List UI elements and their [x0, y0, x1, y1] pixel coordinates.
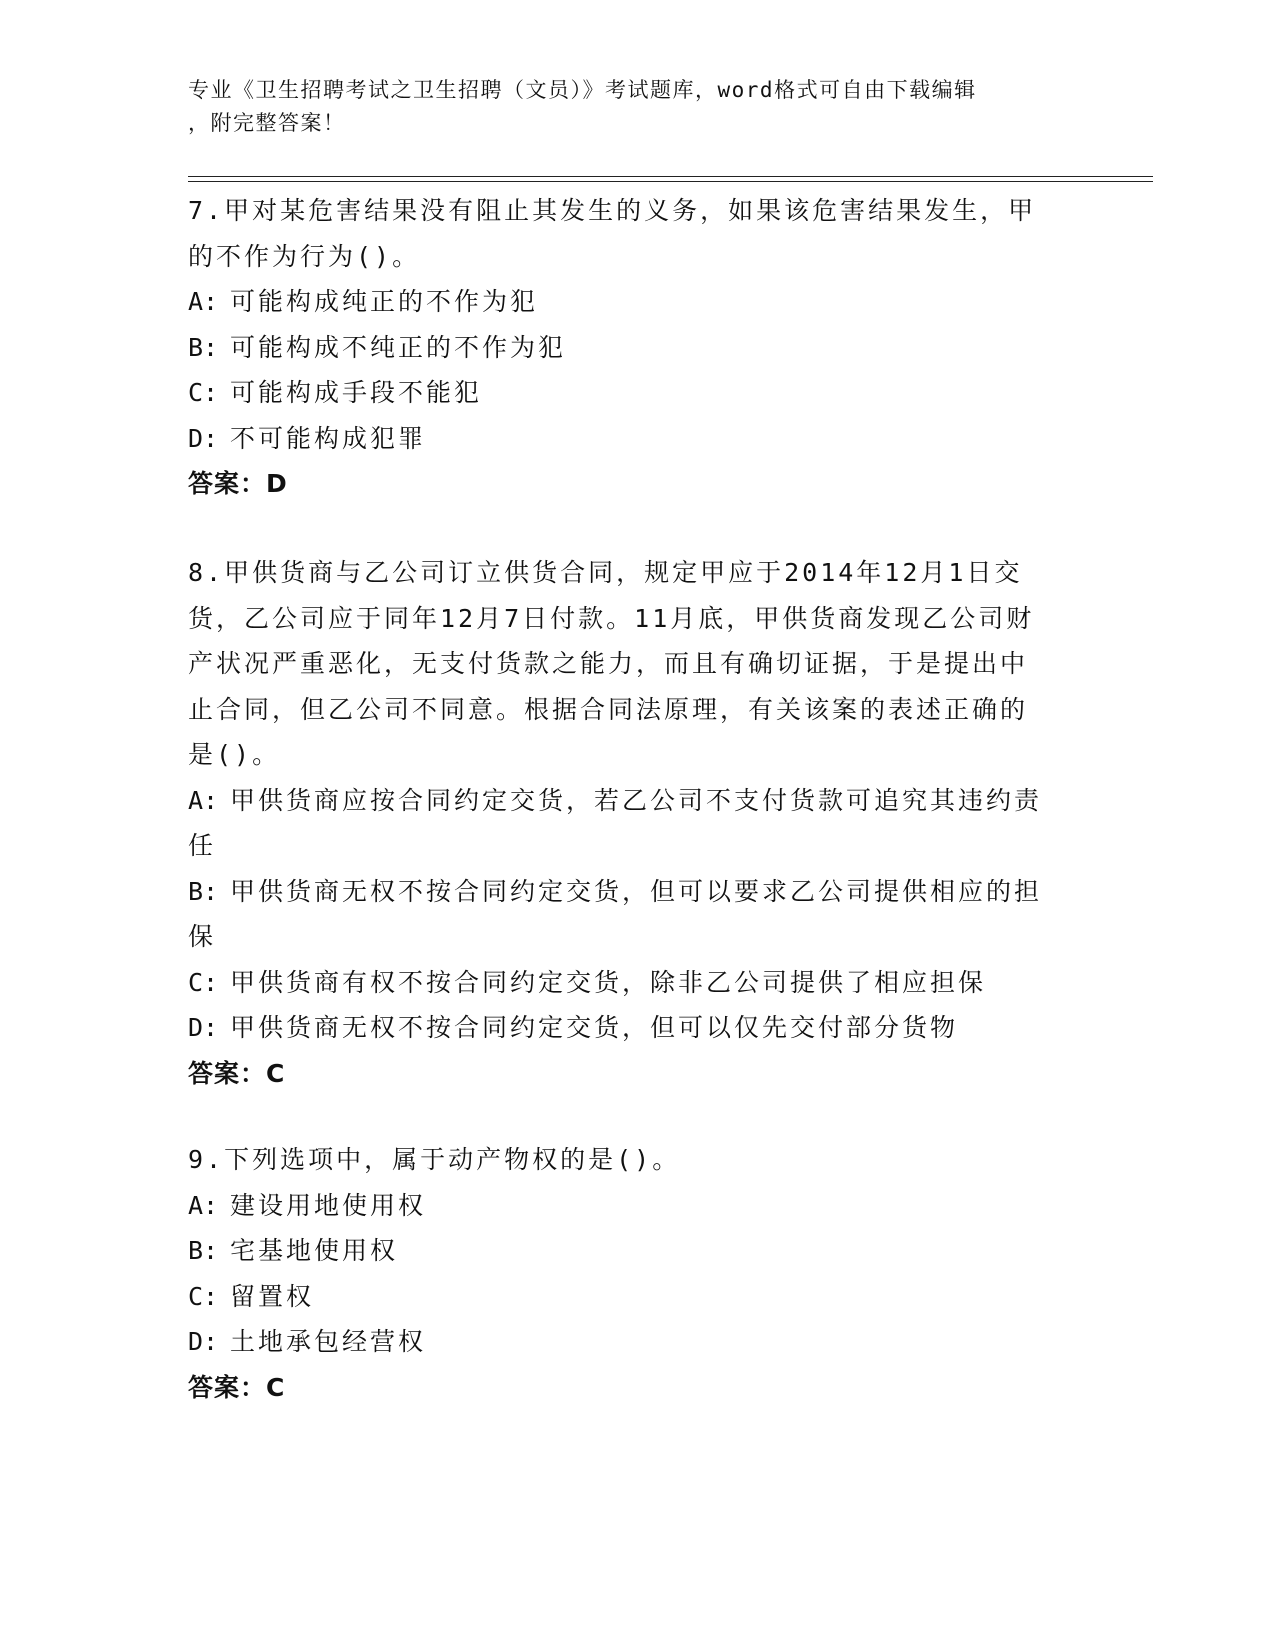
option-label: C:: [188, 378, 219, 407]
option-c: [188, 370, 1088, 416]
option-a-continued: 任: [188, 831, 217, 860]
option-label: D:: [188, 1013, 219, 1042]
header-divider-top: [188, 176, 1153, 177]
option-label: D:: [188, 1327, 219, 1356]
option-b-continued: 保: [188, 922, 217, 951]
option-a: [188, 279, 1088, 325]
question-stem-line: 产状况严重恶化，无支付货款之能力，而且有确切证据，于是提出中: [188, 649, 1029, 678]
option-label: A:: [188, 1190, 219, 1220]
option-c: [188, 960, 1088, 1006]
question-stem-line: 的不作为行为()。: [188, 241, 421, 271]
option-label: C:: [188, 967, 219, 997]
option-label: C:: [188, 1281, 219, 1311]
question-stem-line: 9.下列选项中，属于动产物权的是()。: [188, 1145, 681, 1174]
option-b: [188, 1228, 1088, 1274]
option-text: 留置权: [230, 1281, 315, 1311]
question-8: [188, 550, 1088, 1096]
option-label: B:: [188, 876, 219, 906]
option-b: [188, 869, 1088, 915]
question-stem-line: 货，乙公司应于同年12月7日付款。11月底，甲供货商发现乙公司财: [188, 603, 1035, 633]
header-line-1: 专业《卫生招聘考试之卫生招聘（文员）》考试题库，word格式可自由下载编辑: [188, 78, 977, 102]
option-label: B:: [188, 1236, 219, 1265]
option-label: A:: [188, 785, 219, 815]
option-d: [188, 416, 1088, 462]
option-text: 可能构成纯正的不作为犯: [230, 287, 539, 316]
option-d: [188, 1005, 1088, 1051]
option-text: 土地承包经营权: [230, 1327, 427, 1356]
question-stem-line: 7.甲对某危害结果没有阻止其发生的义务，如果该危害结果发生，甲: [188, 196, 1037, 225]
header-divider-bottom: [188, 181, 1153, 182]
option-c: [188, 1274, 1088, 1320]
option-label: A:: [188, 287, 219, 316]
option-text: 甲供货商无权不按合同约定交货，但可以要求乙公司提供相应的担: [230, 876, 1043, 906]
header-line-2: ，附完整答案！: [188, 111, 346, 135]
answer-key: 答案：D: [188, 469, 288, 498]
question-7: [188, 188, 1088, 507]
answer-key: 答案：C: [188, 1058, 286, 1088]
option-d: [188, 1319, 1088, 1365]
option-text: 甲供货商有权不按合同约定交货，除非乙公司提供了相应担保: [230, 967, 987, 997]
question-stem-line: 是()。: [188, 740, 281, 769]
option-text: 建设用地使用权: [230, 1190, 427, 1220]
option-label: D:: [188, 423, 219, 453]
option-text: 甲供货商应按合同约定交货，若乙公司不支付货款可追究其违约责: [230, 785, 1043, 815]
option-a: [188, 1183, 1088, 1229]
option-text: 不可能构成犯罪: [230, 423, 427, 453]
option-b: [188, 325, 1088, 371]
question-9: [188, 1137, 1088, 1410]
option-text: 甲供货商无权不按合同约定交货，但可以仅先交付部分货物: [230, 1013, 959, 1042]
answer-key: 答案：C: [188, 1372, 286, 1402]
question-stem-line: 8.甲供货商与乙公司订立供货合同，规定甲应于2014年12月1日交: [188, 558, 1023, 587]
option-a: [188, 778, 1088, 824]
option-label: B:: [188, 332, 219, 362]
document-header: [188, 74, 1088, 140]
option-text: 可能构成不纯正的不作为犯: [230, 332, 567, 362]
option-text: 宅基地使用权: [230, 1236, 399, 1265]
question-stem-line: 止合同，但乙公司不同意。根据合同法原理，有关该案的表述正确的: [188, 694, 1029, 724]
option-text: 可能构成手段不能犯: [230, 378, 483, 407]
